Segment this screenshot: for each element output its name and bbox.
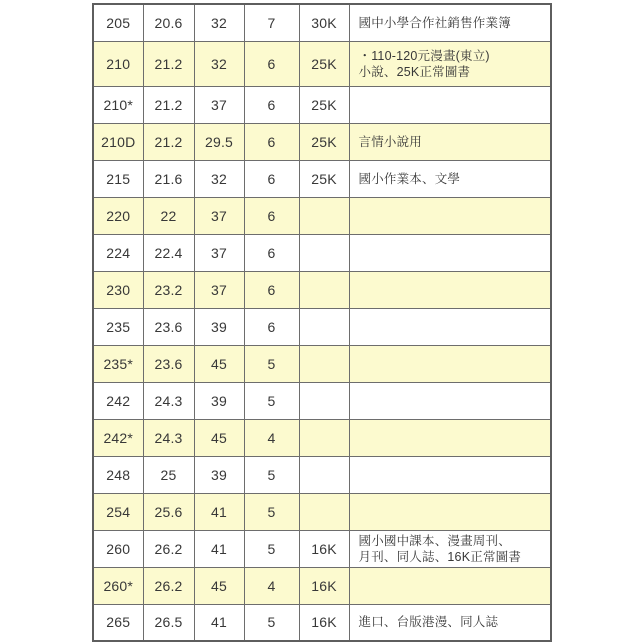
cell-code: 230 [93, 271, 143, 308]
table-row [93, 493, 551, 530]
cell-description [349, 41, 551, 86]
description-line: 國小作業本、文學 [358, 171, 461, 186]
cell-dim-a: 22 [143, 197, 194, 234]
table-row [93, 456, 551, 493]
cell-dim-b: 41 [194, 604, 244, 641]
cell-description [349, 160, 551, 197]
cell-description [349, 197, 551, 234]
cell-code: 210D [93, 123, 143, 160]
cell-dim-a: 23.2 [143, 271, 194, 308]
cell-format: 16K [299, 567, 349, 604]
cell-format [299, 271, 349, 308]
cell-dim-a: 25 [143, 456, 194, 493]
cell-dim-b: 32 [194, 4, 244, 41]
cell-format: 16K [299, 530, 349, 567]
cell-dim-a: 26.2 [143, 530, 194, 567]
description-line: 言情小說用 [358, 134, 423, 149]
cell-description [349, 604, 551, 641]
cell-dim-a: 21.6 [143, 160, 194, 197]
table-row [93, 86, 551, 123]
description-line: 進口、台版港漫、同人誌 [358, 615, 499, 630]
cell-code: 242 [93, 382, 143, 419]
cell-format: 25K [299, 123, 349, 160]
cell-count: 7 [244, 4, 299, 41]
cell-code: 265 [93, 604, 143, 641]
cell-code: 260 [93, 530, 143, 567]
cell-dim-b: 37 [194, 86, 244, 123]
table-row [93, 345, 551, 382]
cell-dim-b: 37 [194, 197, 244, 234]
cell-dim-a: 25.6 [143, 493, 194, 530]
cell-dim-b: 39 [194, 456, 244, 493]
cell-format: 25K [299, 86, 349, 123]
cell-description [349, 271, 551, 308]
cell-dim-b: 32 [194, 41, 244, 86]
cell-code: 210* [93, 86, 143, 123]
spec-table-container [92, 3, 552, 642]
cell-format [299, 456, 349, 493]
cell-dim-a: 26.5 [143, 604, 194, 641]
cell-dim-a: 22.4 [143, 234, 194, 271]
table-row [93, 271, 551, 308]
cell-format: 25K [299, 41, 349, 86]
cell-description [349, 419, 551, 456]
table-row [93, 419, 551, 456]
cell-dim-a: 23.6 [143, 345, 194, 382]
cell-format [299, 419, 349, 456]
spec-table [92, 3, 552, 642]
table-row [93, 234, 551, 271]
cell-count: 5 [244, 530, 299, 567]
cell-code: 260* [93, 567, 143, 604]
cell-count: 6 [244, 86, 299, 123]
cell-format [299, 345, 349, 382]
cell-code: 224 [93, 234, 143, 271]
cell-count: 6 [244, 197, 299, 234]
cell-description [349, 86, 551, 123]
cell-dim-a: 23.6 [143, 308, 194, 345]
cell-dim-b: 45 [194, 567, 244, 604]
cell-dim-b: 32 [194, 160, 244, 197]
description-line: ・110-120元漫畫(東立) [358, 48, 490, 63]
cell-dim-a: 24.3 [143, 382, 194, 419]
table-row [93, 197, 551, 234]
table-row [93, 4, 551, 41]
description-line: 月刊、同人誌、16K正常圖書 [358, 549, 522, 564]
cell-description [349, 456, 551, 493]
table-row [93, 308, 551, 345]
cell-dim-b: 41 [194, 493, 244, 530]
cell-format [299, 197, 349, 234]
description-line: 國小國中課本、漫畫周刊、 [358, 533, 511, 548]
cell-format [299, 493, 349, 530]
table-row [93, 160, 551, 197]
table-row [93, 567, 551, 604]
cell-description [349, 234, 551, 271]
cell-code: 235* [93, 345, 143, 382]
cell-count: 5 [244, 456, 299, 493]
cell-code: 205 [93, 4, 143, 41]
cell-dim-a: 21.2 [143, 41, 194, 86]
cell-format: 16K [299, 604, 349, 641]
cell-count: 6 [244, 123, 299, 160]
cell-dim-a: 24.3 [143, 419, 194, 456]
cell-dim-a: 21.2 [143, 123, 194, 160]
table-row [93, 382, 551, 419]
table-row [93, 604, 551, 641]
spec-table-body [93, 4, 551, 641]
cell-dim-b: 41 [194, 530, 244, 567]
cell-code: 215 [93, 160, 143, 197]
cell-count: 5 [244, 382, 299, 419]
cell-dim-b: 45 [194, 345, 244, 382]
cell-code: 248 [93, 456, 143, 493]
cell-code: 254 [93, 493, 143, 530]
cell-description [349, 530, 551, 567]
cell-dim-b: 37 [194, 234, 244, 271]
cell-dim-a: 26.2 [143, 567, 194, 604]
cell-dim-b: 29.5 [194, 123, 244, 160]
cell-code: 235 [93, 308, 143, 345]
cell-description [349, 123, 551, 160]
cell-description [349, 382, 551, 419]
cell-dim-b: 39 [194, 308, 244, 345]
cell-code: 220 [93, 197, 143, 234]
table-row [93, 530, 551, 567]
description-line: 國中小學合作社銷售作業簿 [358, 15, 511, 30]
cell-dim-b: 37 [194, 271, 244, 308]
cell-dim-a: 21.2 [143, 86, 194, 123]
cell-description [349, 308, 551, 345]
table-row [93, 123, 551, 160]
cell-code: 210 [93, 41, 143, 86]
cell-count: 5 [244, 493, 299, 530]
cell-count: 5 [244, 345, 299, 382]
description-line: 小說、25K正常圖書 [358, 64, 471, 79]
cell-count: 5 [244, 604, 299, 641]
cell-format: 25K [299, 160, 349, 197]
cell-count: 6 [244, 234, 299, 271]
cell-dim-b: 45 [194, 419, 244, 456]
cell-dim-a: 20.6 [143, 4, 194, 41]
cell-count: 6 [244, 271, 299, 308]
cell-count: 6 [244, 308, 299, 345]
cell-dim-b: 39 [194, 382, 244, 419]
cell-format [299, 308, 349, 345]
cell-count: 6 [244, 160, 299, 197]
cell-code: 242* [93, 419, 143, 456]
cell-format: 30K [299, 4, 349, 41]
cell-description [349, 567, 551, 604]
table-row [93, 41, 551, 86]
cell-description [349, 4, 551, 41]
cell-format [299, 234, 349, 271]
cell-count: 6 [244, 41, 299, 86]
cell-count: 4 [244, 419, 299, 456]
cell-description [349, 345, 551, 382]
cell-description [349, 493, 551, 530]
cell-format [299, 382, 349, 419]
cell-count: 4 [244, 567, 299, 604]
